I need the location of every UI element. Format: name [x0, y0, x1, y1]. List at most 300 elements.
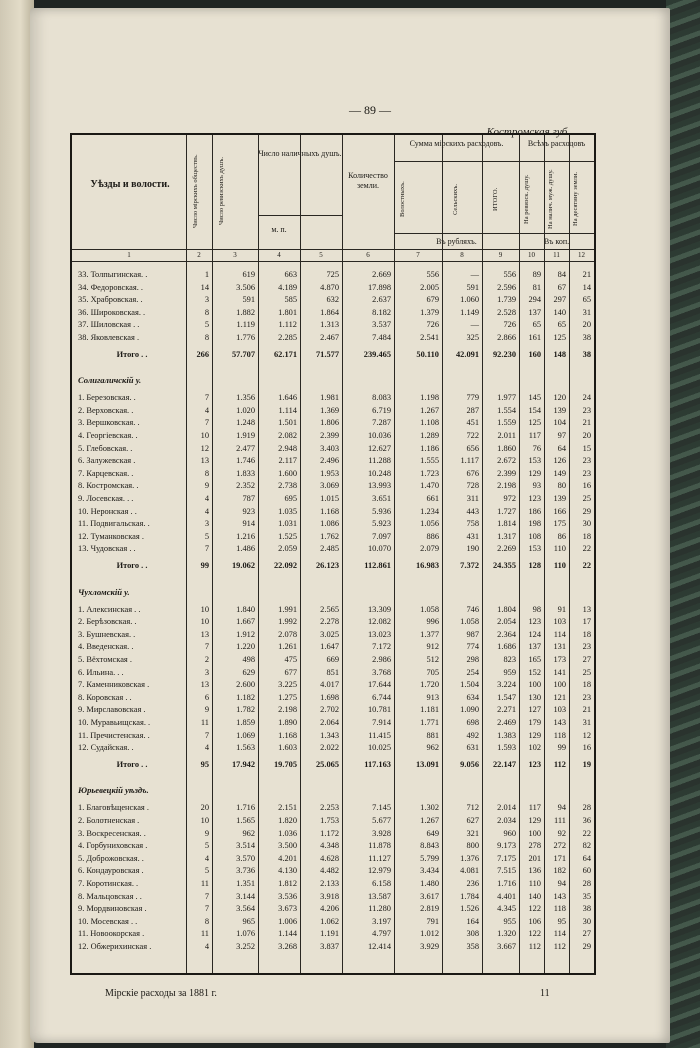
- volost-name: 4. Введенская. .: [78, 642, 134, 652]
- cell-col-3: 787: [242, 494, 255, 503]
- cell-col-8: 1.090: [460, 705, 479, 715]
- cell-col-2: 5: [204, 841, 209, 851]
- cell-col-7: 556: [426, 270, 439, 279]
- cell-col-8: 311: [466, 494, 479, 503]
- cell-col-2: 3: [204, 519, 209, 529]
- header-s1: На ревизск. душу.: [523, 174, 530, 224]
- cell-col-2: 6: [204, 692, 209, 702]
- volost-name: 13. Чудовская . .: [78, 544, 136, 554]
- cell-col-10: 81: [532, 282, 541, 292]
- cell-col-5: 4.017: [320, 680, 339, 690]
- cell-col-7: 5.799: [420, 853, 439, 863]
- cell-col-12: 25: [582, 667, 591, 677]
- table-row: [72, 468, 594, 480]
- table-row: [72, 742, 594, 754]
- table-row: [72, 531, 594, 543]
- header-sub1: Волостныхъ.: [399, 181, 406, 217]
- cell-col-3: 1.069: [236, 730, 255, 740]
- cell-col-2: 7: [204, 730, 209, 740]
- cell-col-7: 2.079: [420, 544, 439, 554]
- cell-col-4: 677: [284, 667, 297, 677]
- cell-col-8: 634: [466, 692, 479, 702]
- cell-col-2: 1: [204, 270, 209, 279]
- column-number: 4: [277, 251, 281, 259]
- cell-col-3: 3.514: [236, 841, 255, 851]
- cell-col-12: 38: [582, 904, 591, 914]
- cell-col-3: 1.182: [236, 692, 255, 702]
- cell-col-7: 1.234: [420, 506, 439, 516]
- table-row: [72, 903, 594, 915]
- cell-col-5: 1.981: [320, 393, 339, 403]
- cell-col-8: 712: [466, 803, 479, 813]
- volost-name: 4. Горбуниховская .: [78, 841, 148, 851]
- cell-col-6: 5.923: [372, 519, 391, 529]
- running-title: Костромская губ.: [486, 126, 570, 138]
- cell-col-4: 1.600: [278, 468, 297, 478]
- cell-col-10: 129: [528, 468, 541, 478]
- cell-col-7: 881: [426, 730, 439, 740]
- table-row: [72, 802, 594, 814]
- cell-col-3: 19.062: [231, 561, 255, 570]
- cell-col-2: 7: [204, 418, 209, 428]
- cell-col-10: 129: [528, 816, 541, 825]
- cell-col-9: 1.559: [497, 418, 516, 428]
- cell-col-8: 1.376: [460, 853, 479, 863]
- volost-name: 34. Федоровская. .: [78, 282, 144, 292]
- cell-col-9: 1.977: [497, 393, 516, 403]
- cell-col-4: 1.603: [278, 743, 297, 753]
- cell-col-6: 5.936: [372, 506, 391, 516]
- cell-col-5: 1.191: [320, 929, 339, 939]
- cell-col-9: 823: [503, 655, 516, 664]
- cell-col-2: 13: [200, 680, 209, 690]
- table-row: [72, 392, 594, 404]
- cell-col-5: 1.953: [320, 468, 339, 478]
- cell-col-8: 492: [466, 730, 479, 740]
- header-g1: Число мірскихъ обществъ.: [192, 154, 199, 228]
- cell-col-2: 10: [200, 816, 209, 825]
- cell-col-10: 76: [532, 443, 541, 453]
- cell-col-12: 19: [582, 759, 591, 769]
- header-g4: Количество земли.: [348, 171, 388, 190]
- cell-col-9: 1.860: [497, 443, 516, 453]
- cell-col-7: 1.723: [420, 468, 439, 478]
- cell-col-6: 3.768: [372, 667, 391, 677]
- cell-col-9: 1.320: [497, 929, 516, 939]
- cell-col-11: 112: [553, 942, 566, 951]
- cell-col-9: 2.672: [497, 456, 516, 466]
- cell-col-3: 1.216: [236, 531, 255, 541]
- volost-name: 10. Муравьищская. .: [78, 718, 151, 727]
- cell-col-9: 1.739: [497, 295, 516, 305]
- cell-col-10: 137: [528, 307, 541, 317]
- table-row: [72, 878, 594, 890]
- cell-col-3: 1.782: [236, 705, 255, 715]
- cell-col-11: 166: [553, 506, 566, 516]
- volost-name: 11. Новоокорская .: [78, 929, 145, 939]
- section-title: Чухломскій у.: [78, 586, 130, 597]
- volost-name: 5. Доброжовская. .: [78, 853, 144, 863]
- cell-col-9: 4.345: [497, 904, 516, 914]
- cell-col-5: 2.485: [320, 544, 339, 554]
- cell-col-9: 2.014: [497, 803, 516, 813]
- header-g2: Число ревизскихъ душъ.: [218, 157, 225, 226]
- volost-name: 35. Храбровская. .: [78, 295, 143, 305]
- cell-col-5: 71.577: [315, 349, 339, 359]
- cell-col-12: 25: [582, 494, 591, 503]
- cell-col-5: 4.482: [320, 866, 339, 876]
- cell-col-6: 2.637: [372, 295, 391, 305]
- cell-col-8: 774: [466, 642, 479, 652]
- column-number: 12: [578, 251, 585, 259]
- cell-col-5: 25.065: [315, 759, 339, 769]
- cell-col-7: 1.480: [420, 879, 439, 888]
- table-row: [72, 692, 594, 704]
- cell-col-3: 1.746: [236, 456, 255, 466]
- cell-col-9: 1.554: [497, 405, 516, 415]
- total-row: [72, 349, 594, 361]
- cell-col-4: 1.812: [278, 879, 297, 888]
- cell-col-11: 86: [557, 531, 566, 541]
- cell-col-4: 2.078: [278, 629, 297, 639]
- header-subrule-0: [258, 215, 342, 216]
- cell-col-5: 2.133: [320, 879, 339, 888]
- cell-col-11: 140: [553, 307, 566, 317]
- cell-col-9: 2.866: [497, 333, 516, 342]
- cell-col-11: 149: [553, 468, 566, 478]
- cell-col-6: 12.627: [367, 443, 391, 453]
- cell-col-5: 3.069: [320, 481, 339, 491]
- cell-col-11: 143: [553, 718, 566, 727]
- cell-col-5: 2.496: [320, 456, 339, 466]
- cell-col-7: 1.720: [420, 680, 439, 690]
- cell-col-4: 3.536: [278, 891, 297, 901]
- cell-col-6: 10.070: [367, 544, 391, 554]
- cell-col-12: 31: [582, 307, 591, 317]
- table-row: [72, 332, 594, 344]
- cell-col-6: 17.898: [367, 282, 391, 292]
- table-row: [72, 307, 594, 319]
- volost-name: 3. Бушневская. .: [78, 629, 136, 639]
- cell-col-11: 104: [553, 418, 566, 428]
- cell-col-5: 1.062: [320, 916, 339, 926]
- cell-col-6: 5.677: [372, 816, 391, 825]
- cell-col-5: 2.278: [320, 617, 339, 627]
- cell-col-4: 1.991: [278, 604, 297, 614]
- cell-col-7: 1.555: [420, 456, 439, 466]
- cell-col-8: 627: [466, 816, 479, 825]
- cell-col-6: 13.587: [367, 891, 391, 901]
- cell-col-6: 10.036: [367, 431, 391, 440]
- cell-col-9: 2.269: [497, 544, 516, 554]
- cell-col-10: 165: [528, 655, 541, 664]
- cell-col-11: 64: [557, 443, 566, 453]
- cell-col-9: 7.175: [497, 853, 516, 863]
- cell-col-2: 14: [200, 282, 209, 292]
- cell-col-2: 10: [200, 431, 209, 440]
- cell-col-7: 1.771: [420, 718, 439, 727]
- header-rubles: Въ рубляхъ.: [436, 237, 477, 246]
- cell-col-4: 2.082: [278, 431, 297, 440]
- cell-col-11: 139: [553, 405, 566, 415]
- table-row: [72, 405, 594, 417]
- cell-col-7: 791: [426, 916, 439, 926]
- table-row: [72, 717, 594, 729]
- cell-col-8: 287: [466, 405, 479, 415]
- column-number: 2: [197, 251, 201, 259]
- cell-col-12: 28: [582, 803, 591, 813]
- footer-right: 11: [540, 988, 550, 999]
- cell-col-4: 1.992: [278, 617, 297, 627]
- cell-col-4: 1.890: [278, 718, 297, 727]
- cell-col-9: 1.727: [497, 506, 516, 516]
- volost-name: 36. Широковская. .: [78, 307, 146, 317]
- cell-col-2: 8: [204, 333, 209, 342]
- cell-col-9: 7.515: [497, 866, 516, 876]
- cell-col-7: 13.091: [415, 759, 439, 769]
- cell-col-2: 4: [204, 494, 209, 503]
- table-row: [72, 269, 594, 281]
- cell-col-5: 1.343: [320, 730, 339, 740]
- cell-col-5: 3.918: [320, 891, 339, 901]
- cell-col-2: 4: [204, 942, 209, 951]
- cell-col-5: 1.762: [320, 531, 339, 541]
- table-row: [72, 704, 594, 716]
- cell-col-8: —: [470, 320, 479, 330]
- header-s2: На налич. муж. душу.: [547, 169, 554, 229]
- table-row: [72, 294, 594, 306]
- cell-col-11: 111: [554, 816, 566, 825]
- cell-col-6: 10.025: [367, 743, 391, 753]
- cell-col-6: 3.197: [372, 916, 391, 926]
- volost-name: 8. Костромская. .: [78, 481, 139, 491]
- cell-col-2: 9: [204, 828, 209, 838]
- cell-col-3: 914: [242, 519, 255, 529]
- table-row: [72, 916, 594, 928]
- cell-col-4: 2.151: [278, 803, 297, 813]
- cell-col-6: 10.781: [367, 705, 391, 715]
- cell-col-9: 2.399: [497, 468, 516, 478]
- cell-col-2: 4: [204, 743, 209, 753]
- cell-col-10: 122: [528, 904, 541, 914]
- cell-col-7: 996: [426, 617, 439, 627]
- cell-col-2: 10: [200, 604, 209, 614]
- cell-col-12: 31: [582, 718, 591, 727]
- cell-col-3: 1.776: [236, 333, 255, 342]
- cell-col-4: 1.112: [278, 320, 297, 330]
- table-row: [72, 616, 594, 628]
- cell-col-10: 179: [528, 718, 541, 727]
- cell-col-9: 955: [503, 916, 516, 926]
- cell-col-4: 3.673: [278, 904, 297, 914]
- book-binding-right: [666, 0, 700, 1048]
- cell-col-10: 140: [528, 891, 541, 901]
- cell-col-9: 24.355: [492, 561, 516, 570]
- cell-col-9: 1.317: [497, 531, 516, 541]
- cell-col-7: 913: [426, 692, 439, 702]
- cell-col-4: 1.820: [278, 816, 297, 825]
- cell-col-10: 152: [528, 667, 541, 677]
- cell-col-6: 4.797: [372, 929, 391, 939]
- table-row: [72, 815, 594, 827]
- cell-col-7: 1.470: [420, 481, 439, 491]
- volost-name: 7. Карцевская. .: [78, 468, 134, 478]
- cell-col-7: 705: [426, 667, 439, 677]
- cell-col-3: 1.565: [236, 816, 255, 825]
- cell-col-3: 3.252: [236, 942, 255, 951]
- cell-col-3: 3.736: [236, 866, 255, 876]
- cell-col-7: 1.379: [420, 307, 439, 317]
- cell-col-9: 726: [503, 320, 516, 330]
- cell-col-2: 5: [204, 531, 209, 541]
- table-row: [72, 319, 594, 331]
- cell-col-12: 23: [582, 642, 591, 652]
- cell-col-6: 17.644: [367, 680, 391, 690]
- cell-col-5: 632: [326, 295, 339, 305]
- cell-col-11: 118: [553, 904, 566, 914]
- table-row: [72, 641, 594, 653]
- column-number: 9: [498, 251, 503, 259]
- cell-col-5: 2.467: [320, 333, 339, 342]
- header-uezdy: Уѣзды и волости.: [90, 179, 170, 190]
- cell-col-9: 3.667: [497, 942, 516, 951]
- cell-col-5: 4.206: [320, 904, 339, 914]
- cell-col-8: 254: [466, 667, 479, 677]
- cell-col-2: 4: [204, 506, 209, 516]
- cell-col-11: 103: [553, 617, 566, 627]
- cell-col-7: 2.819: [420, 904, 439, 914]
- cell-col-8: 722: [466, 431, 479, 440]
- volost-name: 8. Мальцовская . .: [78, 891, 142, 901]
- cell-col-4: 1.144: [278, 929, 297, 939]
- volost-name: 10. Неронская . .: [78, 506, 137, 516]
- cell-col-5: 1.313: [320, 320, 339, 330]
- section-title: Юрьевецкій уѣздъ.: [78, 785, 149, 796]
- cell-col-10: 106: [528, 916, 541, 926]
- cell-col-8: 7.372: [460, 561, 479, 570]
- volost-name: 9. Мирславовская .: [78, 705, 146, 715]
- cell-col-10: 123: [528, 759, 541, 769]
- cell-col-7: 50.110: [416, 349, 439, 359]
- volost-name: 4. Георгіевская. .: [78, 431, 138, 440]
- header-g6: Всѣхъ расходовъ: [527, 139, 586, 148]
- cell-col-5: 2.253: [320, 803, 339, 813]
- header-sub2: Сельскихъ.: [452, 183, 459, 215]
- volost-name: Итого . .: [116, 759, 148, 769]
- cell-col-11: 139: [553, 494, 566, 503]
- cell-col-3: 962: [242, 828, 255, 838]
- cell-col-2: 10: [200, 617, 209, 627]
- cell-col-5: 2.022: [320, 743, 339, 753]
- cell-col-4: 2.059: [278, 544, 297, 554]
- cell-col-4: 663: [284, 270, 297, 279]
- cell-col-5: 1.806: [320, 418, 339, 428]
- cell-col-9: 1.814: [497, 519, 516, 529]
- volost-name: 6. Кондауровская .: [78, 866, 144, 876]
- table-row: [72, 480, 594, 492]
- cell-col-11: 94: [557, 879, 566, 888]
- column-number: 7: [416, 251, 420, 259]
- cell-col-8: —: [470, 270, 479, 279]
- cell-col-10: 117: [528, 431, 541, 440]
- cell-col-6: 6.744: [372, 692, 391, 702]
- cell-col-11: 67: [557, 282, 566, 292]
- cell-col-12: 38: [582, 349, 591, 359]
- cell-col-2: 8: [204, 307, 209, 317]
- cell-col-3: 3.506: [236, 282, 255, 292]
- cell-col-2: 9: [204, 705, 209, 715]
- cell-col-2: 3: [204, 667, 209, 677]
- column-number: 6: [366, 251, 370, 259]
- cell-col-3: 2.600: [236, 680, 255, 690]
- cell-col-10: 123: [528, 494, 541, 503]
- cell-col-3: 2.477: [236, 443, 255, 453]
- cell-col-11: 114: [553, 929, 566, 939]
- cell-col-11: 92: [557, 828, 566, 838]
- table-row: [72, 828, 594, 840]
- volost-name: 7. Каменниковская .: [78, 680, 150, 690]
- cell-col-8: 1.526: [460, 904, 479, 914]
- cell-col-11: 110: [553, 544, 566, 554]
- cell-col-8: 298: [466, 655, 479, 664]
- cell-col-5: 4.870: [320, 282, 339, 292]
- cell-col-6: 11.415: [368, 730, 391, 740]
- cell-col-3: 1.859: [236, 718, 255, 727]
- cell-col-4: 1.031: [278, 519, 297, 529]
- cell-col-6: 117.163: [364, 759, 391, 769]
- cell-col-12: 28: [582, 879, 591, 888]
- volost-name: 11. Пречистенская. .: [78, 730, 150, 740]
- cell-col-12: 21: [582, 270, 591, 279]
- cell-col-7: 912: [426, 642, 439, 652]
- column-number: 3: [233, 251, 237, 259]
- cell-col-5: 851: [326, 667, 339, 677]
- cell-col-12: 18: [582, 531, 591, 541]
- cell-col-9: 960: [503, 828, 516, 838]
- cell-col-3: 1.119: [236, 320, 255, 330]
- cell-col-8: 676: [466, 468, 479, 478]
- cell-col-11: 80: [557, 481, 566, 491]
- cell-col-3: 1.020: [236, 405, 255, 415]
- table-row: [72, 853, 594, 865]
- cell-col-8: 1.504: [460, 680, 479, 690]
- cell-col-6: 10.248: [367, 468, 391, 478]
- cell-col-7: 1.289: [420, 431, 439, 440]
- cell-col-5: 1.172: [320, 828, 339, 838]
- table-row: [72, 667, 594, 679]
- cell-col-12: 23: [582, 456, 591, 466]
- volost-name: 7. Коротинская. .: [78, 879, 139, 888]
- cell-col-9: 1.593: [497, 743, 516, 753]
- cell-col-4: 3.225: [278, 680, 297, 690]
- cell-col-6: 8.182: [372, 307, 391, 317]
- cell-col-11: 297: [553, 295, 566, 305]
- cell-col-5: 1.864: [320, 307, 339, 317]
- cell-col-3: 1.919: [236, 431, 255, 440]
- cell-col-12: 60: [582, 866, 591, 876]
- cell-col-2: 7: [204, 891, 209, 901]
- cell-col-3: 1.356: [236, 393, 255, 403]
- cell-col-10: 160: [528, 349, 541, 359]
- number-row-rule: [72, 261, 594, 262]
- cell-col-8: 631: [466, 743, 479, 753]
- cell-col-3: 57.707: [231, 349, 255, 359]
- volost-name: 3. Вершковская. .: [78, 418, 140, 428]
- volost-name: Итого . .: [116, 349, 148, 359]
- cell-col-8: 321: [466, 828, 479, 838]
- cell-col-7: 649: [426, 828, 439, 838]
- cell-col-12: 21: [582, 705, 591, 715]
